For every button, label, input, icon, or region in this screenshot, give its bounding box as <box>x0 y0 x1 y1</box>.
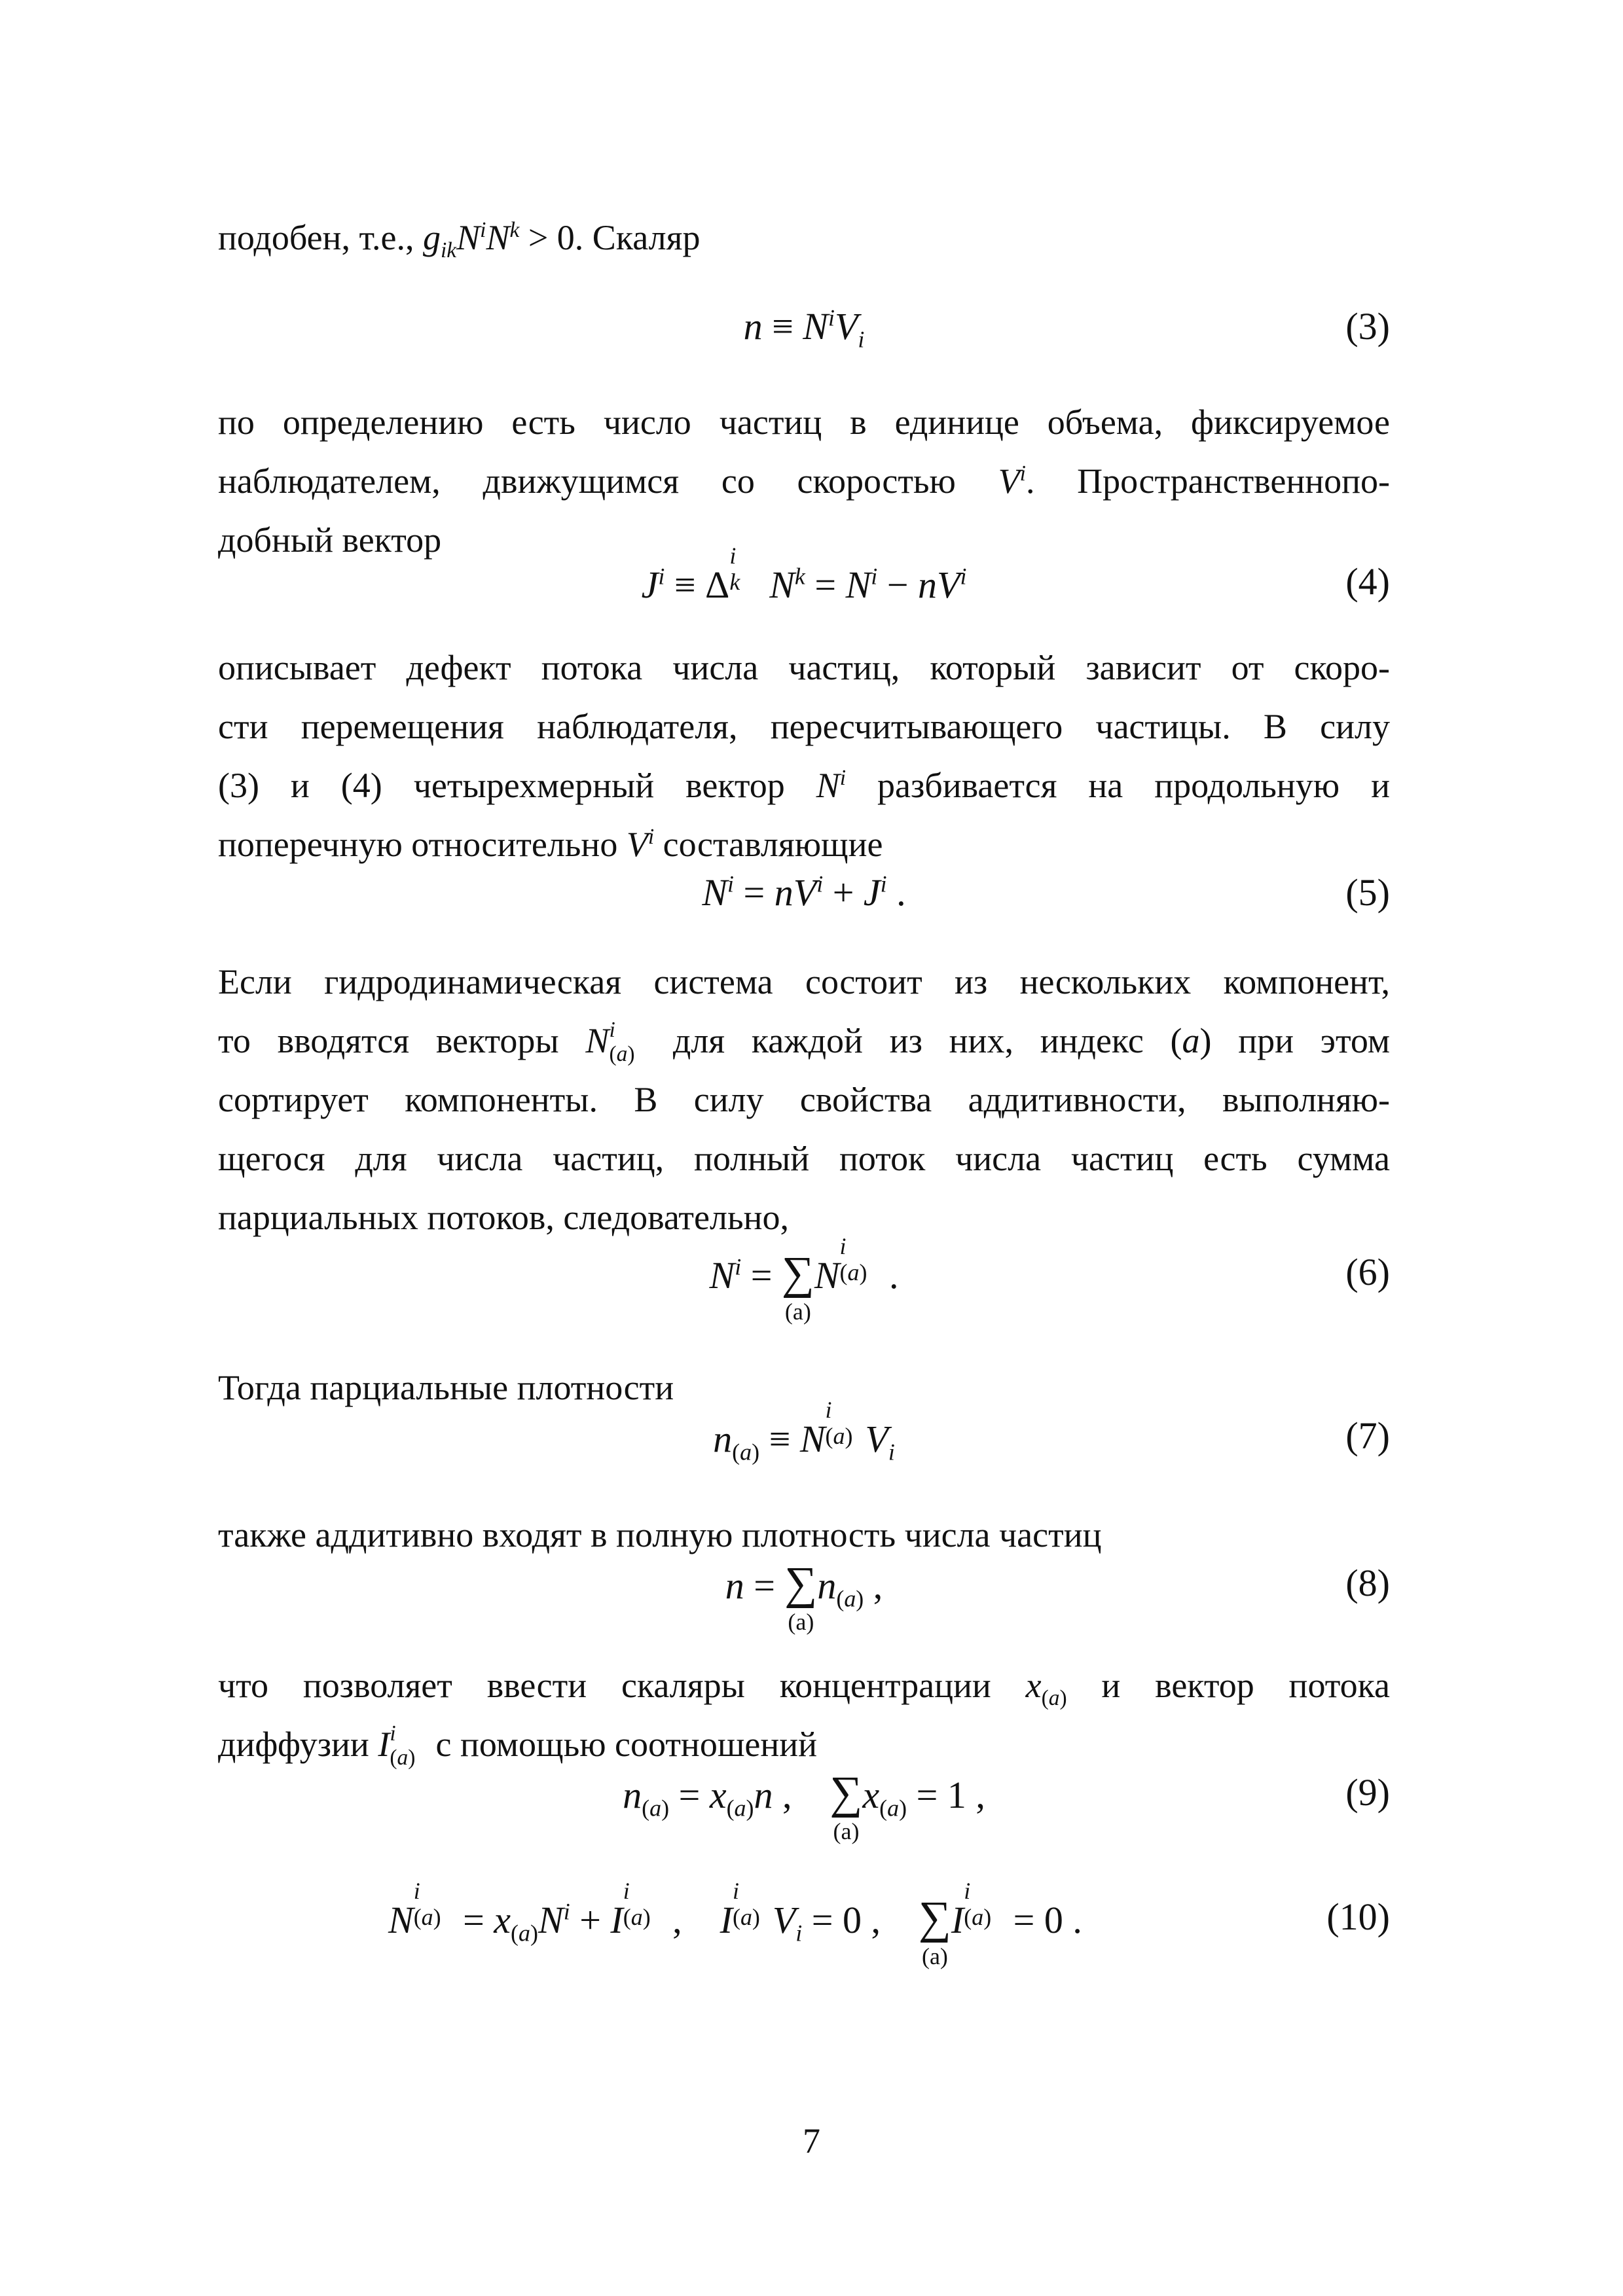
equation-number: (9) <box>1345 1771 1390 1814</box>
equation-number: (7) <box>1345 1414 1390 1457</box>
equation-body: $n \equiv N^iV_i$ <box>743 304 865 353</box>
text-line: добный вектор <box>218 520 442 560</box>
equation-4 <box>218 543 1390 638</box>
paragraph-1 <box>218 208 1390 267</box>
equation-body: N i (a) = $x_{(a)}N^i + I$ i (a) , I i (a) $V_i = 0$ , ∑ (a) I i (a) = 0 . <box>388 1878 1082 1969</box>
equation-body: $n_{(a)} = x_{(a)}n$ , ∑ (a) $x_{(a)} = 1$ , <box>623 1768 985 1844</box>
equation-number: (10) <box>1326 1895 1390 1938</box>
sum-operator: ∑ (a) <box>781 1248 814 1325</box>
equation-number: (3) <box>1345 305 1390 348</box>
text-line: по определению есть число частиц в единице объема, фиксируемое <box>218 403 1390 442</box>
text-line: щегося для числа частиц, полный поток числа частиц есть сумма <box>218 1139 1390 1178</box>
page-number: 7 <box>803 2121 820 2161</box>
equation-number: (4) <box>1345 560 1390 603</box>
text-line: парциальных потоков, следовательно, <box>218 1198 789 1237</box>
equation-body: n = ∑ (a) $n_{(a)}$ , <box>725 1558 883 1635</box>
equation-7 <box>218 1397 1390 1492</box>
paragraph-7 <box>218 1656 1390 1774</box>
equation-body: $N^i = nV^i + J^i$ . <box>702 870 906 914</box>
equation-10 <box>218 1878 1390 1973</box>
sum-operator: ∑ (a) <box>830 1768 863 1844</box>
equation-number: (8) <box>1345 1562 1390 1604</box>
equation-number: (5) <box>1345 871 1390 914</box>
equation-body: $n_{(a)} \equiv N$ i (a) $V_i$ <box>713 1397 895 1465</box>
equation-body: $J^i \equiv \Delta$ i k $N^k = N^i - nV^i$ <box>641 543 967 606</box>
text-line: (3) и (4) четырехмерный вектор $N^i$ разбивается на продольную и <box>218 766 1390 805</box>
paragraph-4 <box>218 952 1390 1247</box>
equation-3 <box>218 304 1390 383</box>
equation-6 <box>218 1233 1390 1329</box>
text-line: поперечную относительно $V^i$ составляющие <box>218 825 883 864</box>
text-line: сортирует компоненты. В силу свойства аддитивности, выполняю- <box>218 1080 1390 1119</box>
text-line: Если гидродинамическая система состоит из нескольких компонент, <box>218 962 1390 1001</box>
text-line: сти перемещения наблюдателя, пересчитывающего частицы. В силу <box>218 707 1390 746</box>
text-line: подобен, т.е., $g_{ik}N^iN^k > 0$. Скаляр <box>218 218 701 262</box>
text-line: диффузии I i (a) с помощью соотношений <box>218 1721 818 1770</box>
equation-8 <box>218 1558 1390 1640</box>
text-line: Тогда парциальные плотности <box>218 1368 674 1407</box>
equation-5 <box>218 870 1390 949</box>
paragraph-2 <box>218 393 1390 569</box>
equation-body: $N^i$ = ∑ (a) N i (a) . <box>709 1233 899 1325</box>
paragraph-5 <box>218 1358 1390 1417</box>
paragraph-6 <box>218 1505 1390 1564</box>
paragraph-3 <box>218 638 1390 874</box>
text-line: то вводятся векторы N i (a) для каждой из них, индекс (a) при этом <box>218 1017 1391 1066</box>
sum-operator: ∑ (a) <box>919 1893 951 1969</box>
text-line: также аддитивно входят в полную плотность числа частиц <box>218 1515 1102 1554</box>
text-line: наблюдателем, движущимся со скоростью $V^i$. Пространственнопо- <box>218 461 1390 501</box>
text-line: что позволяет ввести скаляры концентрации $x_{(a)}$ и вектор потока <box>218 1666 1390 1710</box>
text-line: описывает дефект потока числа частиц, который зависит от скоро- <box>218 648 1390 687</box>
equation-number: (6) <box>1345 1251 1390 1293</box>
equation-9 <box>218 1770 1390 1849</box>
sum-operator: ∑ (a) <box>784 1558 818 1635</box>
